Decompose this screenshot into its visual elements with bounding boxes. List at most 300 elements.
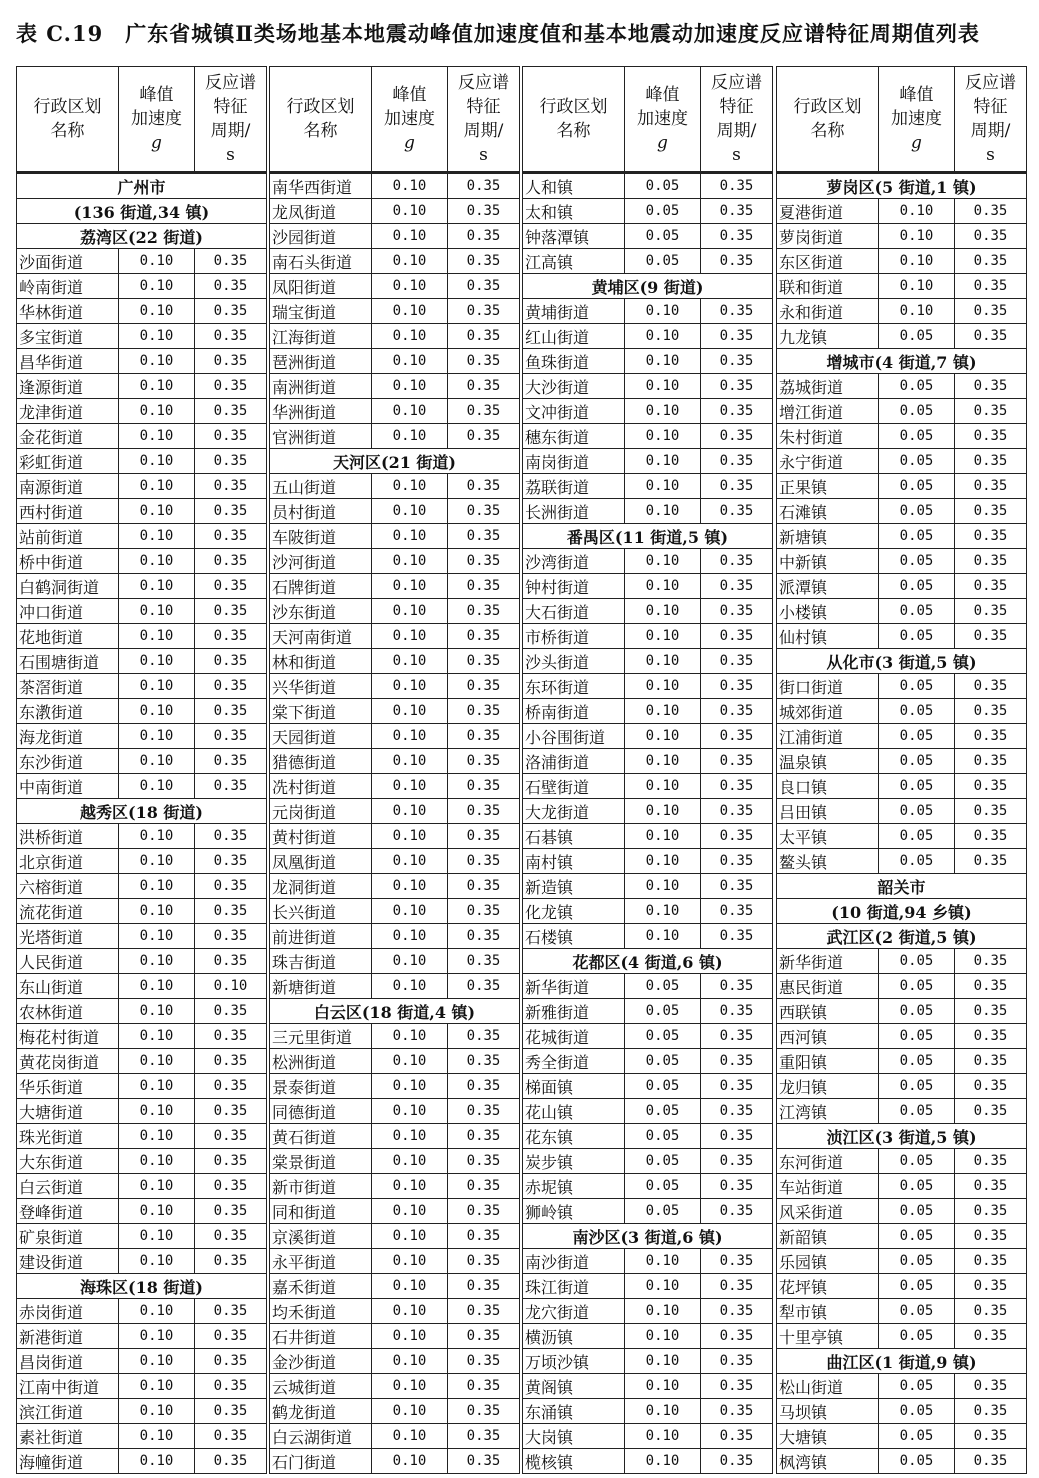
spectrum-period: 0.35 — [195, 649, 267, 674]
district-name: 桥南街道 — [523, 699, 625, 724]
peak-acceleration: 0.05 — [625, 1174, 701, 1199]
peak-acceleration: 0.10 — [119, 1449, 195, 1474]
table-row — [523, 224, 773, 249]
section-heading-row — [17, 173, 267, 199]
peak-acceleration: 0.10 — [372, 599, 448, 624]
spectrum-period: 0.35 — [195, 1174, 267, 1199]
peak-acceleration: 0.10 — [119, 274, 195, 299]
table-row — [270, 624, 520, 649]
district-name: 猎德街道 — [270, 749, 372, 774]
table-row — [777, 724, 1027, 749]
district-name: 松洲街道 — [270, 1049, 372, 1074]
section-heading: 番禺区(11 街道,5 镇) — [523, 524, 773, 549]
table-row — [777, 774, 1027, 799]
district-name: 同德街道 — [270, 1099, 372, 1124]
district-name: 南华西街道 — [270, 173, 372, 199]
district-name: 前进街道 — [270, 924, 372, 949]
peak-acceleration: 0.10 — [625, 899, 701, 924]
table-row — [523, 1124, 773, 1149]
table-row — [777, 624, 1027, 649]
peak-acceleration: 0.10 — [625, 674, 701, 699]
spectrum-period: 0.35 — [955, 974, 1027, 999]
table-row — [777, 549, 1027, 574]
header-row — [777, 67, 1027, 173]
header-name-line: 行政区划 — [793, 97, 862, 117]
peak-acceleration: 0.10 — [625, 874, 701, 899]
peak-acceleration: 0.10 — [625, 849, 701, 874]
district-name: 天园街道 — [270, 724, 372, 749]
spectrum-period: 0.35 — [448, 1174, 520, 1199]
peak-acceleration: 0.10 — [372, 1174, 448, 1199]
header-pga-line: 峰值 — [899, 85, 934, 105]
spectrum-period: 0.35 — [448, 1074, 520, 1099]
peak-acceleration: 0.10 — [119, 949, 195, 974]
spectrum-period: 0.35 — [195, 524, 267, 549]
spectrum-period: 0.35 — [701, 324, 773, 349]
table-row — [777, 399, 1027, 424]
spectrum-period: 0.35 — [448, 299, 520, 324]
district-name: 新塘镇 — [777, 524, 879, 549]
table-row — [523, 824, 773, 849]
table-row — [270, 524, 520, 549]
table-row — [777, 1249, 1027, 1274]
district-name: 永和街道 — [777, 299, 879, 324]
peak-acceleration: 0.10 — [372, 874, 448, 899]
table-row — [523, 874, 773, 899]
spectrum-period: 0.35 — [195, 1024, 267, 1049]
peak-acceleration: 0.10 — [119, 1199, 195, 1224]
table-row — [17, 1074, 267, 1099]
table-row — [270, 299, 520, 324]
district-name: 新塘街道 — [270, 974, 372, 999]
section-heading-row — [777, 924, 1027, 949]
peak-acceleration: 0.10 — [625, 424, 701, 449]
table-row — [270, 1174, 520, 1199]
table-row — [523, 1199, 773, 1224]
district-name: 东区街道 — [777, 249, 879, 274]
spectrum-period: 0.35 — [448, 424, 520, 449]
table-row — [270, 749, 520, 774]
peak-acceleration: 0.05 — [625, 249, 701, 274]
spectrum-period: 0.35 — [955, 849, 1027, 874]
spectrum-period: 0.35 — [955, 1324, 1027, 1349]
table-row — [777, 1149, 1027, 1174]
district-name: 人民街道 — [17, 949, 119, 974]
peak-acceleration: 0.05 — [879, 1299, 955, 1324]
spectrum-period: 0.35 — [448, 974, 520, 999]
table-row — [523, 1024, 773, 1049]
district-name: 惠民街道 — [777, 974, 879, 999]
spectrum-period: 0.35 — [701, 824, 773, 849]
district-name: 石碁镇 — [523, 824, 625, 849]
district-name: 白云街道 — [17, 1174, 119, 1199]
header-name-line: 名称 — [303, 121, 338, 141]
section-heading-row — [17, 1274, 267, 1299]
table-row — [777, 599, 1027, 624]
peak-acceleration: 0.05 — [625, 173, 701, 199]
spectrum-period: 0.35 — [955, 949, 1027, 974]
table-row — [523, 549, 773, 574]
section-heading-row — [270, 999, 520, 1024]
table-row — [270, 1424, 520, 1449]
peak-acceleration: 0.05 — [625, 1124, 701, 1149]
district-name: 洪桥街道 — [17, 824, 119, 849]
table-row — [270, 1099, 520, 1124]
header-pga-line: g — [657, 133, 668, 153]
peak-acceleration: 0.05 — [625, 1049, 701, 1074]
table-row — [270, 1449, 520, 1474]
table-row — [777, 799, 1027, 824]
header-row — [270, 67, 520, 173]
header-name — [270, 67, 372, 173]
peak-acceleration: 0.10 — [372, 324, 448, 349]
table-row — [17, 324, 267, 349]
table-row — [777, 1324, 1027, 1349]
section-heading-row — [777, 1349, 1027, 1374]
peak-acceleration: 0.05 — [879, 1224, 955, 1249]
table-row — [17, 624, 267, 649]
district-name: 太平镇 — [777, 824, 879, 849]
peak-acceleration: 0.10 — [372, 399, 448, 424]
spectrum-period: 0.35 — [701, 599, 773, 624]
section-heading: 天河区(21 街道) — [270, 449, 520, 474]
district-name: 江南中街道 — [17, 1374, 119, 1399]
spectrum-period: 0.35 — [701, 1099, 773, 1124]
table-row — [17, 1224, 267, 1249]
table-row — [270, 924, 520, 949]
table-title: 广东省城镇Ⅱ类场地基本地震动峰值加速度值和基本地震动加速度反应谱特征周期值列表 — [125, 21, 980, 46]
spectrum-period: 0.35 — [448, 949, 520, 974]
peak-acceleration: 0.10 — [879, 299, 955, 324]
spectrum-period: 0.35 — [448, 1049, 520, 1074]
header-name-line: 名称 — [556, 121, 591, 141]
district-name: 石井街道 — [270, 1324, 372, 1349]
district-name: 海幢街道 — [17, 1449, 119, 1474]
table-row — [270, 324, 520, 349]
district-name: 穗东街道 — [523, 424, 625, 449]
spectrum-period: 0.35 — [448, 399, 520, 424]
table-row — [523, 1249, 773, 1274]
peak-acceleration: 0.10 — [119, 849, 195, 874]
district-name: 棠景街道 — [270, 1149, 372, 1174]
table-row — [523, 1374, 773, 1399]
peak-acceleration: 0.10 — [625, 399, 701, 424]
table-row — [17, 1099, 267, 1124]
spectrum-period: 0.35 — [195, 449, 267, 474]
table-row — [270, 474, 520, 499]
spectrum-period: 0.35 — [448, 1099, 520, 1124]
spectrum-period: 0.35 — [195, 949, 267, 974]
peak-acceleration: 0.10 — [372, 173, 448, 199]
spectrum-period: 0.35 — [955, 999, 1027, 1024]
header-pga-line: 加速度 — [891, 109, 942, 129]
spectrum-period: 0.35 — [701, 449, 773, 474]
district-name: 建设街道 — [17, 1249, 119, 1274]
district-name: 珠江街道 — [523, 1274, 625, 1299]
spectrum-period: 0.35 — [195, 924, 267, 949]
section-heading: 韶关市 — [777, 874, 1027, 899]
spectrum-period: 0.35 — [448, 624, 520, 649]
table-row — [270, 1199, 520, 1224]
spectrum-period: 0.35 — [448, 224, 520, 249]
district-name: 万顷沙镇 — [523, 1349, 625, 1374]
spectrum-period: 0.35 — [955, 824, 1027, 849]
header-period-line: s — [479, 145, 488, 165]
spectrum-period: 0.35 — [701, 1149, 773, 1174]
peak-acceleration: 0.10 — [119, 774, 195, 799]
table-number: 表 C.19 — [16, 21, 104, 46]
spectrum-period: 0.35 — [195, 1049, 267, 1074]
peak-acceleration: 0.10 — [119, 324, 195, 349]
header-period-line: 特征 — [973, 97, 1008, 117]
district-name: 兴华街道 — [270, 674, 372, 699]
spectrum-period: 0.35 — [701, 1274, 773, 1299]
peak-acceleration: 0.10 — [625, 1324, 701, 1349]
district-name: 小楼镇 — [777, 599, 879, 624]
peak-acceleration: 0.10 — [119, 1299, 195, 1324]
peak-acceleration: 0.10 — [119, 899, 195, 924]
spectrum-period: 0.35 — [448, 924, 520, 949]
spectrum-period: 0.35 — [448, 1024, 520, 1049]
spectrum-period: 0.35 — [701, 224, 773, 249]
spectrum-period: 0.35 — [701, 299, 773, 324]
table-row — [777, 1424, 1027, 1449]
spectrum-period: 0.35 — [955, 324, 1027, 349]
table-row — [17, 274, 267, 299]
spectrum-period: 0.35 — [448, 1299, 520, 1324]
table-row — [17, 1049, 267, 1074]
peak-acceleration: 0.10 — [119, 1074, 195, 1099]
peak-acceleration: 0.10 — [625, 1274, 701, 1299]
district-name: 大石街道 — [523, 599, 625, 624]
peak-acceleration: 0.10 — [119, 424, 195, 449]
peak-acceleration: 0.10 — [372, 424, 448, 449]
peak-acceleration: 0.10 — [625, 599, 701, 624]
district-name: 中南街道 — [17, 774, 119, 799]
peak-acceleration: 0.10 — [119, 649, 195, 674]
spectrum-period: 0.35 — [701, 699, 773, 724]
header-name — [17, 67, 119, 173]
table-row — [777, 1299, 1027, 1324]
spectrum-period: 0.35 — [955, 1049, 1027, 1074]
header-name — [777, 67, 879, 173]
table-row — [777, 524, 1027, 549]
header-period-line: s — [732, 145, 741, 165]
table-row — [777, 1074, 1027, 1099]
district-name: 多宝街道 — [17, 324, 119, 349]
spectrum-period: 0.35 — [195, 1149, 267, 1174]
district-name: 赤坭镇 — [523, 1174, 625, 1199]
header-pga-line: 加速度 — [384, 109, 435, 129]
peak-acceleration: 0.10 — [625, 574, 701, 599]
spectrum-period: 0.35 — [448, 474, 520, 499]
table-row — [523, 1299, 773, 1324]
district-name: 逢源街道 — [17, 374, 119, 399]
table-row — [523, 1074, 773, 1099]
spectrum-period: 0.35 — [195, 399, 267, 424]
spectrum-period: 0.35 — [955, 449, 1027, 474]
section-heading: 增城市(4 街道,7 镇) — [777, 349, 1027, 374]
district-name: 嘉禾街道 — [270, 1274, 372, 1299]
header-period-line: 特征 — [719, 97, 754, 117]
peak-acceleration: 0.10 — [119, 474, 195, 499]
spectrum-period: 0.35 — [701, 424, 773, 449]
section-heading-row — [777, 173, 1027, 199]
header-pga-line: 峰值 — [645, 85, 680, 105]
peak-acceleration: 0.10 — [372, 1324, 448, 1349]
section-heading: 越秀区(18 街道) — [17, 799, 267, 824]
spectrum-period: 0.35 — [448, 699, 520, 724]
peak-acceleration: 0.05 — [879, 599, 955, 624]
peak-acceleration: 0.10 — [879, 249, 955, 274]
district-name: 三元里街道 — [270, 1024, 372, 1049]
table-row — [270, 574, 520, 599]
table-row — [777, 1224, 1027, 1249]
header-pga-line: 加速度 — [637, 109, 688, 129]
district-name: 凤阳街道 — [270, 274, 372, 299]
spectrum-period: 0.35 — [195, 574, 267, 599]
table-row — [17, 399, 267, 424]
district-name: 花坪镇 — [777, 1274, 879, 1299]
district-name: 新港街道 — [17, 1324, 119, 1349]
peak-acceleration: 0.05 — [879, 1174, 955, 1199]
spectrum-period: 0.35 — [448, 1199, 520, 1224]
peak-acceleration: 0.10 — [372, 1399, 448, 1424]
header-period-line: 反应谱 — [205, 73, 256, 93]
district-name: 东河街道 — [777, 1149, 879, 1174]
table-column-1 — [16, 66, 266, 1472]
table-row — [17, 749, 267, 774]
section-heading: 南沙区(3 街道,6 镇) — [523, 1224, 773, 1249]
table-row — [523, 173, 773, 199]
peak-acceleration: 0.10 — [625, 474, 701, 499]
peak-acceleration: 0.10 — [372, 249, 448, 274]
spectrum-period: 0.35 — [195, 624, 267, 649]
district-name: 钟落潭镇 — [523, 224, 625, 249]
district-name: 珠吉街道 — [270, 949, 372, 974]
district-name: 琶洲街道 — [270, 349, 372, 374]
spectrum-period: 0.35 — [448, 1374, 520, 1399]
district-name: 江海街道 — [270, 324, 372, 349]
district-name: 天河南街道 — [270, 624, 372, 649]
peak-acceleration: 0.10 — [372, 774, 448, 799]
table-row — [523, 724, 773, 749]
spectrum-period: 0.35 — [195, 1374, 267, 1399]
district-name: 东涌镇 — [523, 1399, 625, 1424]
peak-acceleration: 0.05 — [879, 1324, 955, 1349]
district-name: 车站街道 — [777, 1174, 879, 1199]
peak-acceleration: 0.10 — [119, 824, 195, 849]
district-name: 花地街道 — [17, 624, 119, 649]
spectrum-period: 0.35 — [195, 424, 267, 449]
header-name-line: 名称 — [810, 121, 845, 141]
district-name: 花山镇 — [523, 1099, 625, 1124]
spectrum-period: 0.35 — [448, 749, 520, 774]
header-pga-line: 峰值 — [139, 85, 174, 105]
spectrum-period: 0.35 — [955, 1449, 1027, 1474]
table-row — [17, 1199, 267, 1224]
table-row — [270, 1249, 520, 1274]
table-row — [777, 1399, 1027, 1424]
peak-acceleration: 0.10 — [372, 974, 448, 999]
peak-acceleration: 0.10 — [372, 574, 448, 599]
district-name: 沙面街道 — [17, 249, 119, 274]
district-name: 十里亭镇 — [777, 1324, 879, 1349]
peak-acceleration: 0.05 — [879, 374, 955, 399]
spectrum-period: 0.35 — [448, 1449, 520, 1474]
peak-acceleration: 0.05 — [625, 199, 701, 224]
peak-acceleration: 0.05 — [625, 999, 701, 1024]
district-name: 松山街道 — [777, 1374, 879, 1399]
peak-acceleration: 0.10 — [372, 674, 448, 699]
table-row — [777, 1199, 1027, 1224]
section-heading: 从化市(3 街道,5 镇) — [777, 649, 1027, 674]
district-name: 红山街道 — [523, 324, 625, 349]
spectrum-period: 0.35 — [701, 1449, 773, 1474]
peak-acceleration: 0.05 — [879, 1024, 955, 1049]
district-name: 海龙街道 — [17, 724, 119, 749]
spectrum-period: 0.35 — [195, 1199, 267, 1224]
district-name: 大岗镇 — [523, 1424, 625, 1449]
district-name: 南源街道 — [17, 474, 119, 499]
section-heading: 海珠区(18 街道) — [17, 1274, 267, 1299]
section-heading-row — [777, 1124, 1027, 1149]
peak-acceleration: 0.05 — [879, 324, 955, 349]
spectrum-period: 0.35 — [955, 399, 1027, 424]
header-row — [17, 67, 267, 173]
header-period-line: s — [986, 145, 995, 165]
spectrum-period: 0.35 — [195, 249, 267, 274]
spectrum-period: 0.35 — [955, 799, 1027, 824]
table-row — [270, 1024, 520, 1049]
section-heading-row — [17, 799, 267, 824]
table-row — [777, 574, 1027, 599]
spectrum-period: 0.35 — [195, 1399, 267, 1424]
district-name: 元岗街道 — [270, 799, 372, 824]
district-name: 黄阁镇 — [523, 1374, 625, 1399]
spectrum-period: 0.35 — [955, 1274, 1027, 1299]
table-row — [777, 1024, 1027, 1049]
peak-acceleration: 0.10 — [372, 1099, 448, 1124]
peak-acceleration: 0.10 — [372, 699, 448, 724]
header-pga — [372, 67, 448, 173]
district-name: 萝岗街道 — [777, 224, 879, 249]
section-heading: 广州市 — [17, 173, 267, 199]
table-row — [777, 299, 1027, 324]
district-name: 华乐街道 — [17, 1074, 119, 1099]
table-row — [270, 1074, 520, 1099]
spectrum-period: 0.35 — [448, 1399, 520, 1424]
peak-acceleration: 0.05 — [879, 949, 955, 974]
spectrum-period: 0.35 — [195, 849, 267, 874]
district-name: 昌岗街道 — [17, 1349, 119, 1374]
peak-acceleration: 0.10 — [625, 924, 701, 949]
peak-acceleration: 0.10 — [119, 249, 195, 274]
spectrum-period: 0.35 — [701, 1199, 773, 1224]
spectrum-period: 0.35 — [955, 424, 1027, 449]
spectrum-period: 0.35 — [701, 474, 773, 499]
district-name: 夏港街道 — [777, 199, 879, 224]
table-row — [523, 349, 773, 374]
peak-acceleration: 0.10 — [625, 649, 701, 674]
peak-acceleration: 0.05 — [879, 1274, 955, 1299]
table-row — [270, 1399, 520, 1424]
table-row — [17, 1424, 267, 1449]
peak-acceleration: 0.10 — [372, 499, 448, 524]
peak-acceleration: 0.10 — [119, 699, 195, 724]
district-name: 东环街道 — [523, 674, 625, 699]
table-row — [270, 674, 520, 699]
